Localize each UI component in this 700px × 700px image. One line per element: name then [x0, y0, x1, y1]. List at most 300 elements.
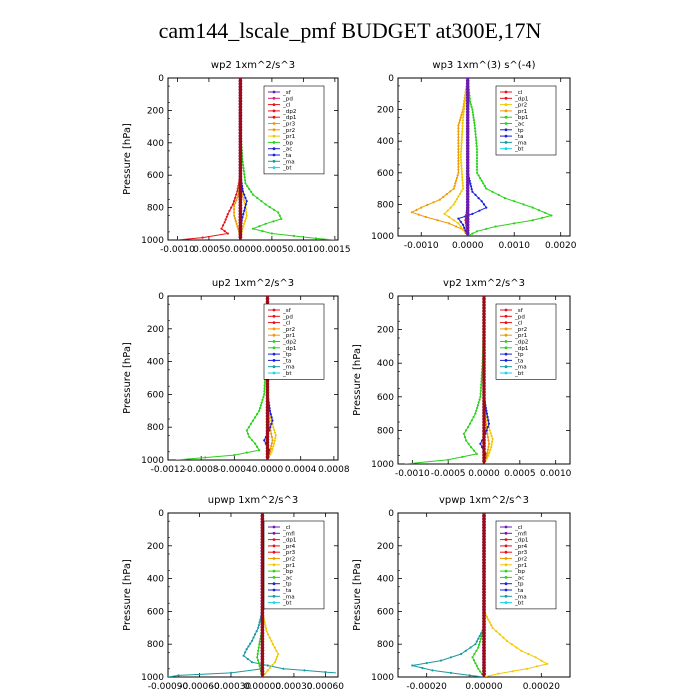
- series-marker: [546, 663, 548, 665]
- series-line-blue: [458, 78, 486, 236]
- series-marker: [492, 627, 494, 629]
- series-marker: [485, 188, 487, 190]
- series-marker: [472, 111, 474, 113]
- legend-label: _dp1: [515, 96, 529, 103]
- series-marker: [234, 202, 236, 204]
- series-marker: [454, 201, 456, 203]
- series-marker: [489, 429, 491, 431]
- y-tick-label: 800: [146, 423, 164, 434]
- legend-label: _cl: [283, 102, 291, 109]
- y-tick-label: 0: [158, 74, 164, 84]
- series-marker: [261, 402, 263, 404]
- series-marker: [461, 167, 463, 169]
- series-marker: [244, 182, 246, 184]
- series-marker: [476, 453, 478, 455]
- series-marker: [468, 443, 470, 445]
- legend-label: _tp: [515, 352, 524, 359]
- series-marker: [476, 665, 478, 667]
- series-marker: [471, 106, 473, 108]
- series-marker: [269, 637, 271, 639]
- series-marker: [470, 185, 472, 187]
- legend-label: _pr2: [515, 326, 528, 333]
- series-marker: [252, 637, 254, 639]
- series-marker: [233, 205, 235, 207]
- legend-label: _ta: [283, 588, 292, 594]
- series-marker: [460, 145, 462, 147]
- series-marker: [471, 419, 473, 421]
- x-tick-label: -0.0008: [183, 465, 219, 475]
- legend-marker: [273, 353, 276, 356]
- series-marker: [480, 638, 482, 640]
- legend-label: _ta: [515, 134, 524, 141]
- legend-label: _pr2: [515, 556, 528, 563]
- series-marker: [259, 640, 261, 642]
- series-marker: [460, 225, 462, 227]
- y-axis-label: Pressure [hPa]: [352, 344, 363, 416]
- series-marker: [277, 653, 279, 655]
- series-marker: [526, 668, 528, 670]
- series-marker: [233, 454, 235, 456]
- x-tick-label: 0.0005: [504, 469, 536, 479]
- x-tick-label: -0.0010: [160, 245, 195, 255]
- series-marker: [487, 436, 489, 438]
- y-axis-label: Pressure [hPa]: [352, 559, 363, 631]
- series-marker: [513, 222, 515, 224]
- y-tick-label: 0: [388, 74, 394, 84]
- series-marker: [461, 179, 463, 181]
- series-marker: [457, 166, 459, 168]
- series-marker: [260, 404, 262, 406]
- series-marker: [246, 200, 248, 202]
- series-line-green: [176, 296, 267, 460]
- chart-panel-1: [122, 60, 351, 255]
- series-marker: [256, 413, 258, 415]
- series-marker: [457, 148, 459, 150]
- legend-label: _mfl: [283, 531, 295, 538]
- series-marker: [550, 214, 552, 216]
- series-marker: [242, 213, 244, 215]
- series-marker: [459, 119, 461, 121]
- series-marker: [486, 452, 488, 454]
- panel-title: up2 1xm^2/s^3: [211, 278, 295, 289]
- series-marker: [233, 200, 235, 202]
- series-marker: [476, 407, 478, 409]
- series-marker: [246, 648, 248, 650]
- series-marker: [470, 446, 472, 448]
- legend-marker: [505, 563, 508, 566]
- legend-marker: [273, 340, 276, 343]
- series-marker: [271, 420, 273, 422]
- series-marker: [474, 130, 476, 132]
- legend-label: _pd: [283, 96, 293, 103]
- series-marker: [246, 215, 248, 217]
- series-marker: [484, 185, 486, 187]
- series-marker: [462, 114, 464, 116]
- series-marker: [263, 439, 265, 441]
- legend-label: _ta: [283, 358, 292, 365]
- series-marker: [459, 193, 461, 195]
- legend-label: _pr4: [515, 543, 528, 550]
- series-marker: [274, 440, 276, 442]
- panel-title: wp2 1xm^2/s^3: [210, 60, 296, 71]
- legend-marker: [273, 128, 276, 131]
- series-marker: [541, 217, 543, 219]
- series-marker: [464, 100, 466, 102]
- series-marker: [471, 656, 473, 658]
- series-marker: [256, 630, 258, 632]
- y-tick-label: 800: [146, 640, 164, 651]
- series-marker: [475, 136, 477, 138]
- series-marker: [259, 621, 261, 623]
- series-marker: [234, 217, 236, 219]
- legend-label: _dp2: [515, 339, 529, 346]
- x-tick-label: 0.0010: [498, 241, 530, 251]
- series-marker: [274, 646, 276, 648]
- series-marker: [476, 148, 478, 150]
- legend-marker: [273, 372, 276, 375]
- series-marker: [485, 207, 487, 209]
- series-marker: [257, 659, 259, 661]
- legend-marker: [505, 91, 508, 94]
- legend-label: _dp1: [283, 115, 297, 122]
- x-tick-label: 0.0010: [539, 469, 572, 479]
- series-marker: [233, 208, 235, 210]
- series-marker: [460, 156, 462, 158]
- y-tick-label: 0: [158, 509, 164, 519]
- series-marker: [272, 445, 274, 447]
- legend-marker: [505, 346, 508, 349]
- series-marker: [460, 116, 462, 118]
- series-marker: [274, 661, 276, 663]
- series-marker: [242, 167, 244, 169]
- y-axis-label: Pressure [hPa]: [122, 559, 133, 631]
- legend-label: _bt: [515, 600, 524, 607]
- chart-panel-5: [122, 495, 344, 692]
- series-marker: [270, 423, 272, 425]
- series-marker: [264, 384, 266, 386]
- series-marker: [247, 645, 249, 647]
- series-marker: [263, 390, 265, 392]
- legend-label: _ma: [515, 594, 527, 601]
- series-marker: [273, 443, 275, 445]
- legend-label: _cl: [515, 320, 523, 327]
- series-marker: [491, 441, 493, 443]
- legend-marker: [505, 116, 508, 119]
- legend-marker: [273, 122, 276, 125]
- y-axis-label: Pressure [hPa]: [122, 123, 133, 195]
- series-marker: [269, 206, 271, 208]
- y-tick-label: 400: [376, 359, 394, 370]
- series-marker: [460, 165, 462, 167]
- series-marker: [275, 658, 277, 660]
- series-marker: [469, 674, 471, 676]
- series-marker: [475, 650, 477, 652]
- y-tick-label: 400: [376, 137, 394, 148]
- series-marker: [242, 225, 244, 227]
- legend-label: _ac: [515, 121, 525, 128]
- series-marker: [220, 228, 222, 230]
- series-marker: [485, 228, 487, 230]
- y-tick-label: 400: [146, 357, 164, 368]
- series-marker: [303, 669, 305, 671]
- chart-panel-3: [122, 278, 350, 475]
- series-marker: [477, 668, 479, 670]
- y-tick-label: 200: [146, 106, 164, 117]
- series-marker: [243, 223, 245, 225]
- series-marker: [479, 399, 481, 401]
- series-marker: [447, 459, 449, 461]
- series-marker: [487, 426, 489, 428]
- series-marker: [450, 672, 452, 674]
- series-marker: [251, 661, 253, 663]
- series-marker: [464, 102, 466, 104]
- series-marker: [246, 452, 248, 454]
- series-marker: [258, 410, 260, 412]
- x-tick-label: 0.0004: [284, 465, 317, 475]
- legend-label: _bt: [515, 146, 524, 153]
- series-marker: [460, 159, 462, 161]
- series-marker: [495, 225, 497, 227]
- series-marker: [236, 196, 238, 198]
- legend-marker: [273, 570, 276, 573]
- legend-marker: [273, 589, 276, 592]
- series-marker: [486, 429, 488, 431]
- series-marker: [477, 638, 479, 640]
- series-marker: [457, 174, 459, 176]
- legend-label: _tp: [515, 127, 524, 134]
- series-marker: [478, 210, 480, 212]
- series-marker: [457, 154, 459, 156]
- series-marker: [461, 142, 463, 144]
- series-marker: [456, 198, 458, 200]
- series-marker: [224, 221, 226, 223]
- legend-marker: [273, 166, 276, 169]
- series-marker: [471, 191, 473, 193]
- series-marker: [448, 222, 450, 224]
- series-marker: [271, 439, 273, 441]
- legend-marker: [273, 359, 276, 362]
- legend-marker: [273, 526, 276, 529]
- series-marker: [228, 210, 230, 212]
- legend-marker: [505, 135, 508, 138]
- legend-label: _pr3: [283, 550, 296, 557]
- series-group: [176, 294, 277, 460]
- legend-marker: [505, 538, 508, 541]
- series-marker: [462, 119, 464, 121]
- series-marker: [476, 157, 478, 159]
- series-marker: [479, 396, 481, 398]
- legend-label: _dp2: [283, 108, 297, 115]
- series-marker: [247, 658, 249, 660]
- y-tick-label: 1000: [371, 232, 394, 242]
- series-marker: [462, 122, 464, 124]
- series-marker: [479, 177, 481, 179]
- x-tick-label: 0.0000: [468, 469, 500, 479]
- series-marker: [270, 413, 272, 415]
- y-tick-label: 600: [376, 392, 394, 403]
- series-marker: [470, 103, 472, 105]
- series-marker: [245, 211, 247, 213]
- series-marker: [453, 188, 455, 190]
- series-marker: [262, 396, 264, 398]
- legend-label: _pr2: [283, 556, 296, 563]
- series-marker: [264, 673, 266, 675]
- series-marker: [486, 616, 488, 618]
- legend-label: _pr1: [283, 134, 296, 141]
- series-marker: [272, 643, 274, 645]
- series-marker: [522, 203, 524, 205]
- series-marker: [425, 216, 427, 218]
- series-marker: [256, 197, 258, 199]
- legend-label: _mfl: [515, 531, 527, 538]
- x-tick-label: -0.0005: [430, 469, 466, 479]
- legend-label: _pr1: [515, 333, 528, 340]
- legend-label: _ta: [515, 358, 524, 365]
- series-marker: [243, 170, 245, 172]
- series-marker: [461, 176, 463, 178]
- series-marker: [469, 183, 471, 185]
- legend-label: _ma: [283, 364, 295, 371]
- series-marker: [495, 630, 497, 632]
- series-marker: [462, 116, 464, 118]
- legend-label: _tp: [283, 352, 292, 359]
- legend-label: _dp1: [515, 537, 529, 544]
- y-tick-label: 600: [146, 390, 164, 401]
- legend-label: _pd: [283, 314, 293, 321]
- series-marker: [476, 151, 478, 153]
- series-marker: [476, 154, 478, 156]
- series-marker: [482, 182, 484, 184]
- series-marker: [244, 197, 246, 199]
- series-marker: [257, 650, 259, 652]
- series-marker: [474, 124, 476, 126]
- series-marker: [227, 232, 229, 234]
- series-marker: [461, 133, 463, 135]
- series-marker: [457, 160, 459, 162]
- series-marker: [487, 416, 489, 418]
- y-tick-label: 200: [146, 541, 164, 552]
- y-tick-label: 1000: [141, 456, 164, 466]
- series-marker: [246, 185, 248, 187]
- series-marker: [439, 199, 441, 201]
- series-marker: [460, 162, 462, 164]
- series-marker: [272, 426, 274, 428]
- x-tick-label: -0.00020: [406, 682, 447, 692]
- series-marker: [280, 218, 282, 220]
- legend-label: _pr2: [515, 102, 528, 109]
- series-marker: [457, 169, 459, 171]
- series-marker: [479, 443, 481, 445]
- legend-marker: [273, 160, 276, 163]
- legend-marker: [273, 576, 276, 579]
- series-marker: [436, 219, 438, 221]
- series-marker: [245, 203, 247, 205]
- legend-marker: [505, 532, 508, 535]
- series-marker: [230, 207, 232, 209]
- y-tick-label: 400: [146, 574, 164, 585]
- legend-label: _cl: [283, 320, 291, 327]
- series-marker: [490, 624, 492, 626]
- series-marker: [244, 179, 246, 181]
- series-marker: [473, 416, 475, 418]
- series-marker: [315, 237, 317, 239]
- series-marker: [416, 209, 418, 211]
- series-marker: [267, 633, 269, 635]
- x-tick-label: -0.00060: [179, 682, 220, 692]
- series-marker: [487, 619, 489, 621]
- series-marker: [457, 222, 459, 224]
- series-marker: [256, 446, 258, 448]
- series-marker: [250, 423, 252, 425]
- series-marker: [267, 664, 269, 666]
- series-marker: [479, 641, 481, 643]
- series-marker: [261, 399, 263, 401]
- series-marker: [449, 190, 451, 192]
- series-marker: [270, 445, 272, 447]
- legend-marker: [273, 110, 276, 113]
- series-marker: [488, 452, 490, 454]
- legend-marker: [505, 576, 508, 579]
- series-marker: [454, 182, 456, 184]
- series-marker: [274, 437, 276, 439]
- page-title: cam144_lscale_pmf BUDGET at300E,17N: [158, 18, 542, 43]
- series-marker: [461, 131, 463, 133]
- legend-marker: [505, 315, 508, 318]
- series-marker: [480, 393, 482, 395]
- series-marker: [473, 119, 475, 121]
- series-marker: [486, 413, 488, 415]
- legend-marker: [505, 147, 508, 150]
- y-tick-label: 200: [146, 324, 164, 335]
- series-marker: [242, 164, 244, 166]
- legend-marker: [505, 557, 508, 560]
- series-marker: [257, 653, 259, 655]
- y-tick-label: 1000: [141, 673, 164, 683]
- series-marker: [477, 404, 479, 406]
- series-marker: [499, 633, 501, 635]
- series-marker: [457, 136, 459, 138]
- series-marker: [453, 219, 455, 221]
- series-marker: [512, 670, 514, 672]
- series-marker: [457, 151, 459, 153]
- series-marker: [258, 624, 260, 626]
- legend-label: _bt: [283, 600, 292, 607]
- series-marker: [233, 215, 235, 217]
- series-marker: [276, 656, 278, 658]
- series-marker: [266, 630, 268, 632]
- chart-panel-2: [371, 60, 577, 251]
- series-marker: [259, 407, 261, 409]
- series-marker: [450, 207, 452, 209]
- legend-marker: [273, 557, 276, 560]
- legend-label: _bp: [515, 569, 525, 576]
- series-marker: [277, 211, 279, 213]
- series-marker: [490, 432, 492, 434]
- legend-marker: [273, 601, 276, 604]
- series-marker: [244, 220, 246, 222]
- series-marker: [226, 216, 228, 218]
- series-marker: [271, 232, 273, 234]
- series-marker: [461, 136, 463, 138]
- series-marker: [504, 197, 506, 199]
- series-marker: [462, 188, 464, 190]
- legend-marker: [273, 103, 276, 106]
- series-marker: [222, 224, 224, 226]
- series-marker: [426, 204, 428, 206]
- series-marker: [475, 139, 477, 141]
- x-tick-label: 0.00030: [275, 682, 313, 692]
- series-marker: [204, 456, 206, 458]
